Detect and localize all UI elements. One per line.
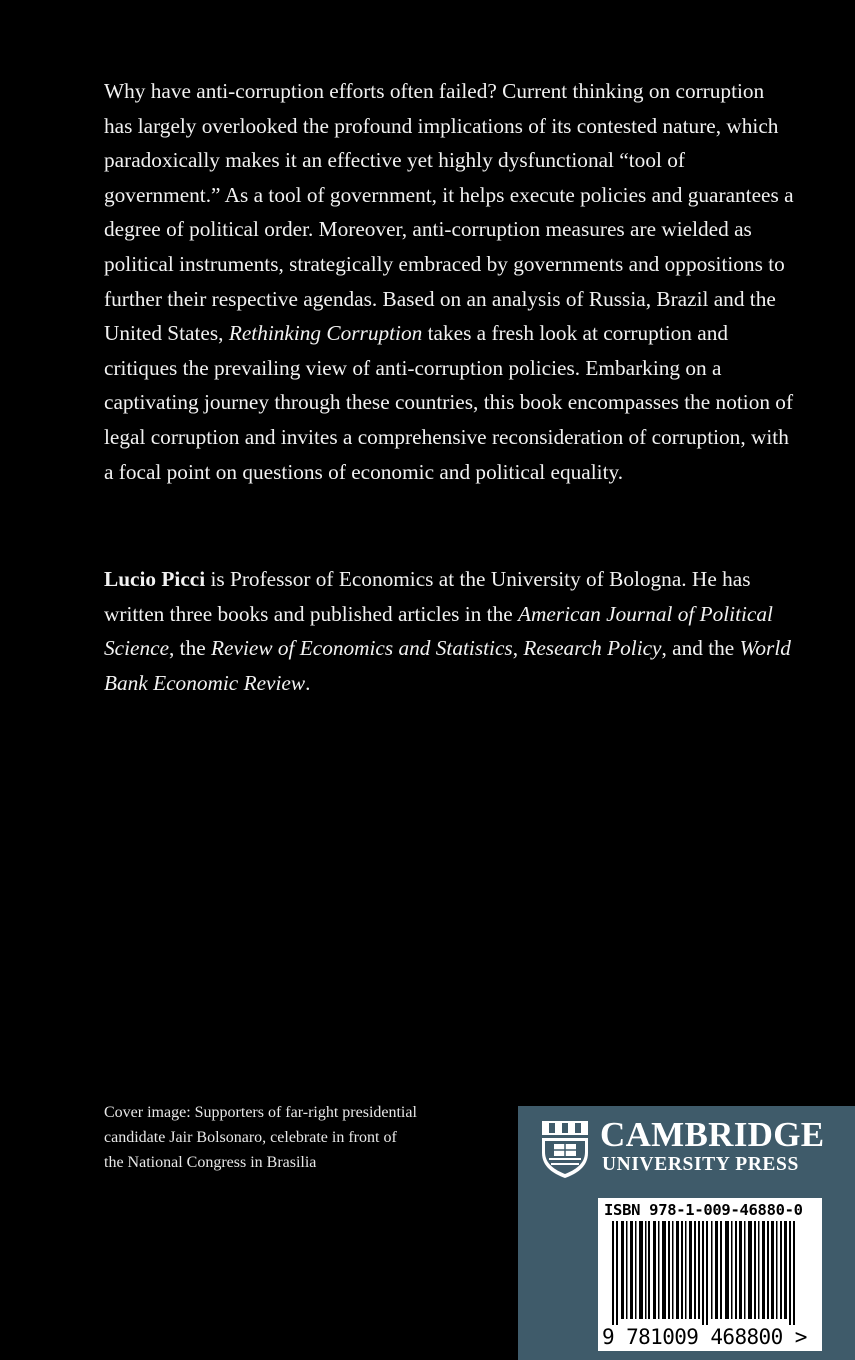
bio-text: , and the bbox=[661, 636, 735, 661]
cambridge-shield-icon bbox=[540, 1119, 590, 1179]
journal-name: American Journal of Political Science bbox=[104, 601, 773, 661]
author-name: Lucio Picci bbox=[104, 567, 206, 591]
isbn-label: ISBN 978-1-009-46880-0 bbox=[604, 1201, 803, 1219]
journal-name: Research Policy bbox=[523, 636, 662, 661]
description-text-part2: takes a fresh look at corruption and critiques the prevailing view of anti-corruption policies. Embarking on a captivating journey through these countries, this book encompasses the notion of legal corruption and invites a comprehensive reconsideration of corruption, with a focal point on questions of economic and political equality. bbox=[104, 321, 794, 484]
cover-image-credit bbox=[104, 1100, 504, 1175]
author-bio bbox=[104, 562, 804, 700]
description-paragraph bbox=[104, 74, 794, 489]
bio-text: , the bbox=[169, 636, 206, 661]
book-title: Rethinking Corruption bbox=[228, 321, 423, 346]
description-text-part1: Why have anti-corruption efforts often failed? Current thinking on corruption has largely overlooked the profound implications of its contested nature, which paradoxically makes it an effective yet highly dysfunctional “tool of government.” As a tool of government, it helps execute policies and guarantees a degree of political order. Moreover, anti-corruption measures are wielded as political instruments, strategically embraced by governments and oppositions to further their respective agendas. Based on an analysis of Russia, Brazil and the United States, bbox=[104, 79, 794, 346]
publisher-panel bbox=[518, 1106, 855, 1360]
isbn-barcode bbox=[598, 1198, 822, 1351]
bio-text: . bbox=[305, 670, 311, 695]
journal-name: Review of Economics and Statistics bbox=[211, 636, 513, 661]
publisher-name: CAMBRIDGE bbox=[600, 1115, 825, 1154]
bio-paragraph bbox=[104, 562, 804, 700]
journal-name: World Bank Economic Review bbox=[104, 636, 791, 695]
bio-text: is Professor of Economics at the University of Bologna. He has written three books and published articles in the bbox=[104, 567, 751, 626]
credit-line: the National Congress in Brasilia bbox=[104, 1154, 317, 1171]
credit-line: Cover image: Supporters of far-right presidential bbox=[104, 1104, 417, 1121]
book-description bbox=[104, 74, 794, 489]
ean-digits: 9 781009 468800 > bbox=[602, 1325, 807, 1349]
publisher-subtitle: UNIVERSITY PRESS bbox=[602, 1154, 799, 1175]
credit-line: candidate Jair Bolsonaro, celebrate in front of bbox=[104, 1129, 397, 1146]
bio-text: , bbox=[512, 636, 519, 661]
